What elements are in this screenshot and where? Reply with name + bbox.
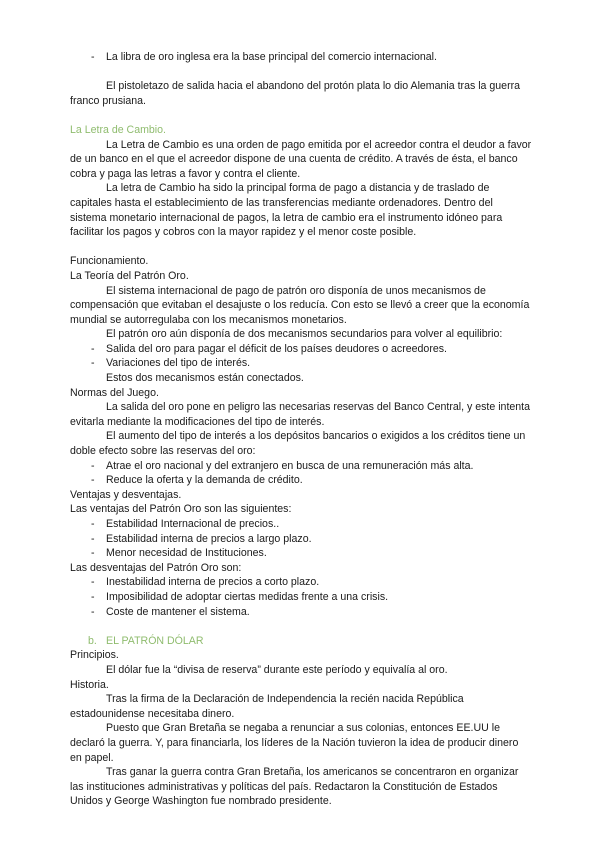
bullet-item — [70, 590, 532, 605]
paragraph: La letra de Cambio ha sido la principal forma de pago a distancia y de traslado de capitales hasta el establecimiento de las transferencias mediante ordenadores. Dentro del sistema monetario internacional de pagos, la letra de cambio era el instrumento idóneo para facilitar los pagos y cobros con la mayor rapidez y el menor coste posible. — [70, 182, 503, 239]
bullet-item — [70, 342, 532, 357]
bullet-text: Reduce la oferta y la demanda de crédito. — [106, 474, 303, 487]
text-line: Funcionamiento. — [70, 255, 149, 268]
bullet-text: Variaciones del tipo de interés. — [106, 357, 251, 370]
paragraph: Puesto que Gran Bretaña se negaba a renunciar a sus colonias, entonces EE.UU le declaró la guerra. Y, para financiarla, los líderes de la Nación tuvieron la idea de producir dinero en papel. — [70, 722, 519, 764]
text-line: Las ventajas del Patrón Oro son las siguientes: — [70, 503, 292, 516]
bullet-item — [70, 605, 532, 620]
paragraph: El sistema internacional de pago de patrón oro disponía de unos mecanismos de compensación que evitaban el desajuste o los reducía. Con esto se llevó a creer que la economía mundial se autorregulaba con los mecanismos monetarios. — [70, 284, 530, 326]
bullet-dash: - — [91, 590, 95, 603]
section-letter: b. — [88, 634, 97, 647]
blank-line — [70, 65, 532, 80]
paragraph: La Letra de Cambio es una orden de pago emitida por el acreedor contra el deudor a favor de un banco en el que el acreedor dispone de una cuenta de crédito. A través de ésta, el banco cobra y paga las letras a favor y contra el cliente. — [70, 138, 532, 180]
paragraph: La salida del oro pone en peligro las necesarias reservas del Banco Central, y este intenta evitarla mediante la modificaciones del tipo de interés. — [70, 401, 531, 428]
bullet-text: La libra de oro inglesa era la base principal del comercio internacional. — [106, 51, 437, 63]
bullet-text: Estabilidad Internacional de precios.. — [106, 518, 280, 530]
bullet-item — [70, 50, 532, 65]
section-heading — [70, 634, 532, 649]
bullet-text: Coste de mantener el sistema. — [106, 605, 250, 618]
subsection-heading: La Letra de Cambio. — [70, 123, 166, 136]
bullet-dash: - — [91, 532, 95, 545]
paragraph: Tras la firma de la Declaración de Independencia la recién nacida República estadounidense necesitaba dinero. — [70, 693, 464, 720]
paragraph: El pistoletazo de salida hacia el abandono del protón plata lo dio Alemania tras la guerra franco prusiana. — [70, 80, 521, 107]
paragraph: El aumento del tipo de interés a los depósitos bancarios o exigidos a los créditos tiene un doble efecto sobre las reservas del oro: — [70, 430, 526, 458]
bullet-item — [70, 546, 532, 561]
bullet-text: Estabilidad interna de precios a largo plazo. — [106, 532, 312, 545]
paragraph: El patrón oro aún disponía de dos mecanismos secundarios para volver al equilibrio: — [106, 328, 503, 341]
bullet-dash: - — [91, 576, 95, 589]
text-line: Principios. — [70, 649, 119, 662]
bullet-item — [70, 459, 532, 474]
bullet-dash: - — [91, 51, 95, 63]
text-line: Ventajas y desventajas. — [70, 488, 182, 501]
paragraph: Tras ganar la guerra contra Gran Bretaña, los americanos se concentraron en organizar las instituciones administrativas y políticas del país. Redactaron la Constitución de Estados Unidos y George Washington fue nombrado presidente. — [70, 766, 519, 808]
bullet-text: Atrae el oro nacional y del extranjero en busca de una remuneración más alta. — [106, 459, 474, 472]
bullet-item — [70, 517, 532, 532]
bullet-dash: - — [91, 547, 95, 560]
blank-line — [70, 240, 532, 255]
bullet-text: Inestabilidad interna de precios a corto plazo. — [106, 576, 320, 589]
bullet-item — [70, 473, 532, 488]
bullet-dash: - — [91, 518, 95, 530]
text-line: Las desventajas del Patrón Oro son: — [70, 561, 242, 574]
bullet-item — [70, 532, 532, 547]
bullet-dash: - — [91, 474, 95, 487]
bullet-item — [70, 575, 532, 590]
bullet-text: Salida del oro para pagar el déficit de los países deudores o acreedores. — [106, 342, 447, 355]
text-line: Historia. — [70, 678, 109, 691]
blank-line — [70, 108, 532, 123]
bullet-dash: - — [91, 605, 95, 618]
paragraph: El dólar fue la “divisa de reserva” durante este período y equivalía al oro. — [106, 663, 448, 676]
bullet-dash: - — [91, 459, 95, 472]
bullet-dash: - — [91, 342, 95, 355]
bullet-text: Menor necesidad de Instituciones. — [106, 547, 267, 560]
section-heading-text: EL PATRÓN DÓLAR — [106, 634, 204, 647]
text-line: La Teoría del Patrón Oro. — [70, 269, 189, 282]
bullet-dash: - — [91, 357, 95, 370]
bullet-item — [70, 356, 532, 371]
blank-line — [70, 619, 532, 634]
bullet-text: Imposibilidad de adoptar ciertas medidas frente a una crisis. — [106, 590, 389, 603]
document-body — [70, 50, 532, 809]
text-line: Normas del Juego. — [70, 386, 159, 399]
paragraph: Estos dos mecanismos están conectados. — [106, 372, 304, 385]
